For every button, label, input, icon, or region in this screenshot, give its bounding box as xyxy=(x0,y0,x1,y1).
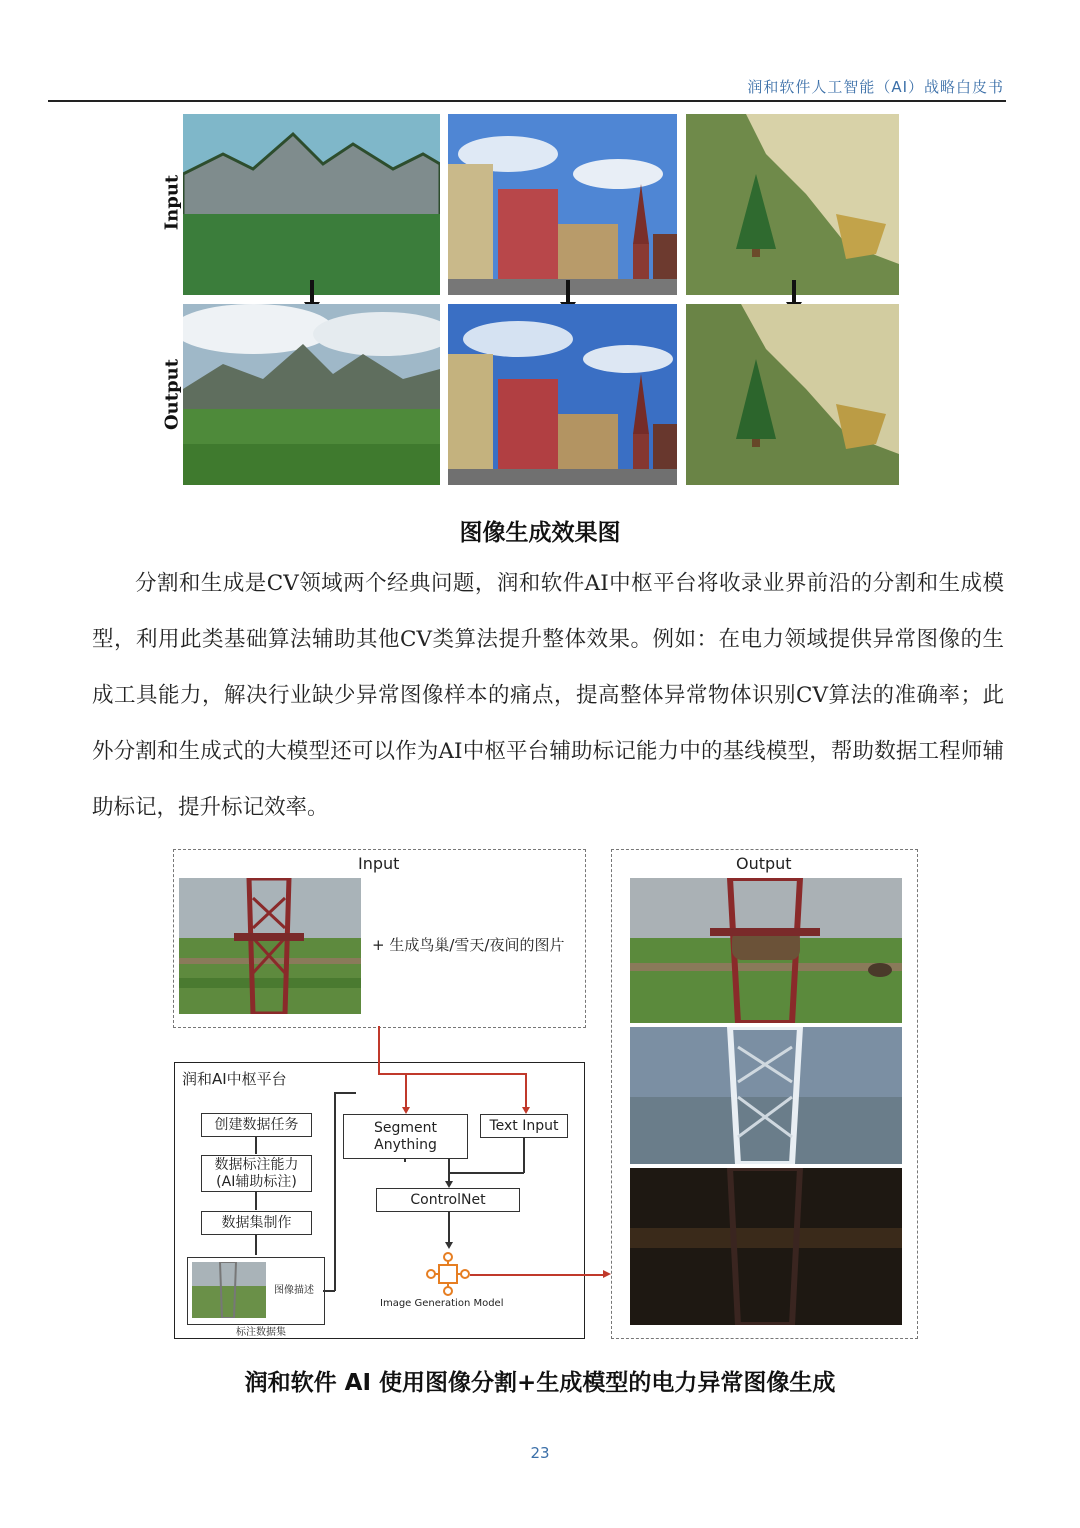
arrow-down-icon xyxy=(310,280,314,304)
row-label-input: Input xyxy=(161,174,183,231)
dataset-label: 标注数据集 xyxy=(236,1327,286,1338)
platform-title: 润和AI中枢平台 xyxy=(182,1070,287,1088)
figure1-caption: 图像生成效果图 xyxy=(459,520,621,546)
image-desc-label: 图像描述 xyxy=(274,1285,314,1296)
landscape-output-image xyxy=(183,304,440,485)
city-output-image xyxy=(448,304,677,485)
paragraph-text: 分割和生成是CV领域两个经典问题，润和软件AI中枢平台将收录业界前沿的分割和生成模型，利用此类基础算法辅助其他CV类算法提升整体效果。例如：在电力领域提供异常图像的生成工具能力，解决行业缺少异常图像样本的痛点，提高整体异常物体识别CV算法的准确率；此外分割和生成式的大模型还可以作为AI中枢平台辅助标记能力中的基线模型，帮助数据工程师辅助标记，提升标记效率。 xyxy=(92,571,1004,820)
generation-prompt: + 生成鸟巢/雪天/夜间的图片 xyxy=(372,936,565,954)
arrow-down-icon xyxy=(792,280,796,304)
text-input-box: Text Input xyxy=(480,1114,568,1138)
body-paragraph xyxy=(92,556,1004,836)
step-create-task: 创建数据任务 xyxy=(201,1113,312,1137)
tree-input-image xyxy=(686,114,899,295)
arrow-down-icon xyxy=(566,280,570,304)
output-title: Output xyxy=(736,854,792,873)
header-title: 润和软件人工智能（AI）战略白皮书 xyxy=(747,78,1004,96)
header-rule xyxy=(48,100,1006,102)
controlnet-box: ControlNet xyxy=(376,1188,520,1212)
figure2-caption: 润和软件 AI 使用图像分割+生成模型的电力异常图像生成 xyxy=(244,1370,836,1396)
arrow-right-icon xyxy=(603,1270,611,1278)
tower-nest-output-image xyxy=(630,878,902,1023)
segment-anything-label: Segment Anything xyxy=(374,1119,437,1153)
step-dataset: 数据集制作 xyxy=(201,1211,312,1235)
city-input-image xyxy=(448,114,677,295)
tower-snow-output-image xyxy=(630,1027,902,1164)
model-network-icon xyxy=(426,1252,470,1296)
input-title: Input xyxy=(358,854,400,873)
page-number: 23 xyxy=(530,1444,550,1462)
dataset-thumbnail xyxy=(192,1262,266,1318)
step-annotation xyxy=(201,1155,312,1192)
step-annotation-label: 数据标注能力 (AI辅助标注) xyxy=(214,1156,299,1190)
tree-output-image xyxy=(686,304,899,485)
model-label: Image Generation Model xyxy=(380,1298,504,1309)
tower-night-output-image xyxy=(630,1168,902,1325)
row-label-output: Output xyxy=(161,358,183,431)
tower-input-image xyxy=(179,878,361,1014)
landscape-input-image xyxy=(183,114,440,295)
segment-anything-box xyxy=(343,1114,468,1159)
